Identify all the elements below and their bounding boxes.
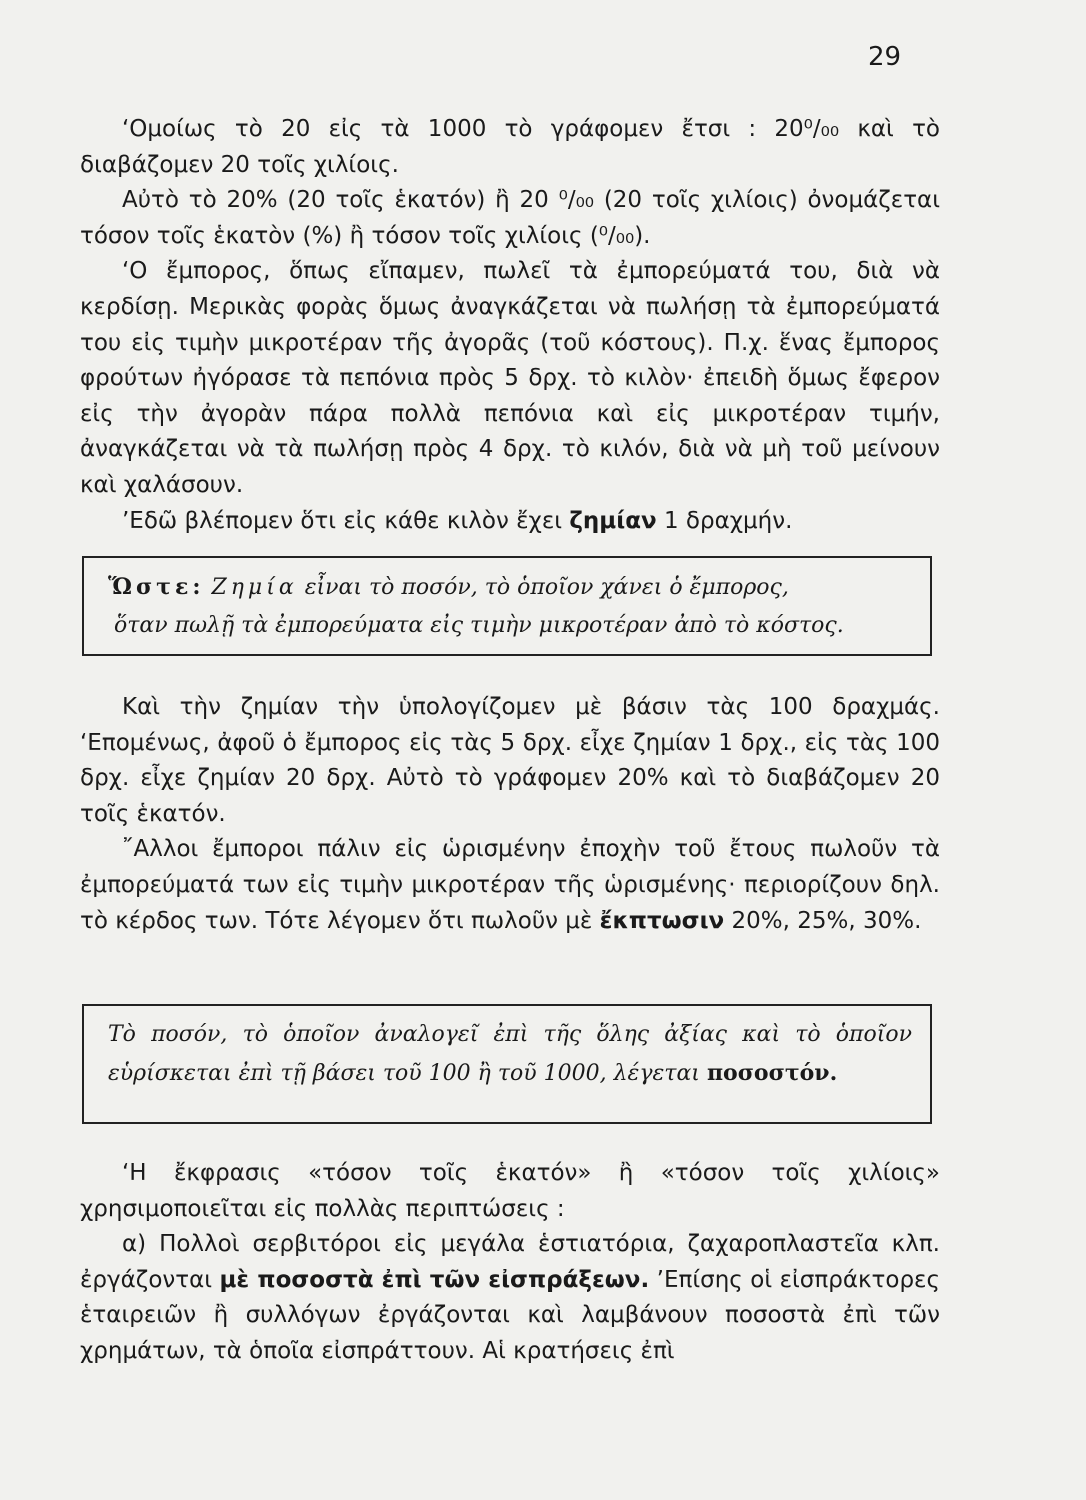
bold-term: μὲ ποσοστὰ ἐπὶ τῶν εἰσπράξεων. [219,1266,650,1293]
bold-term: ἔκπτωσιν [599,907,725,934]
definition-line [108,568,912,607]
paragraph-discount [80,832,940,939]
bold-term: ζημίαν [569,507,657,534]
text-block-bottom [80,1156,940,1370]
text-span: 20%, 25%, 30%. [724,907,922,934]
text-span: εἶναι τὸ ποσόν, τὸ ὁποῖον χάνει ὁ ἔμπορος, [297,575,789,600]
paragraph: ‘Η ἔκφρασις «τόσον τοῖς ἑκατόν» ἢ «τόσον τοῖς χιλίοις» χρησιμοποιεῖται εἰς πολλὰς περιπτώσεις : [80,1160,940,1222]
defined-term: Ζημία [211,575,298,600]
paragraph-zimia [80,504,940,540]
paragraph: Καὶ τὴν ζημίαν τὴν ὑπολογίζομεν μὲ βάσιν τὰς 100 δραχμάς. ‘Επομένως, ἀφοῦ ὁ ἔμπορος εἰς τὰς 5 δρχ. εἶχε ζημίαν 1 δρχ., εἰς τὰς 100 δρχ. εἶχε ζημίαν 20 δρχ. Αὐτὸ τὸ γράφομεν 20% καὶ τὸ διαβάζομεν 20 τοῖς ἑκατόν. [80,694,940,827]
definition-text: Τὸ ποσόν, τὸ ὁποῖον ἀναλογεῖ ἐπὶ τῆς ὅλης ἀξίας καὶ τὸ ὁποῖον εὑρίσκεται ἐπὶ τῇ βάσει τοῦ 100 ἢ τοῦ 1000, λέγεται [108,1022,912,1086]
paragraph: Αὐτὸ τὸ 20% (20 τοῖς ἑκατόν) ἢ 20 ⁰/₀₀ (20 τοῖς χιλίοις) ὀνομάζεται τόσον τοῖς ἑκατὸν (%) ἢ τόσον τοῖς χιλίοις (⁰/₀₀). [80,187,940,249]
definition-line: ὅταν πωλῇ τὰ ἐμπορεύματα εἰς τιμὴν μικροτέραν ἀπὸ τὸ κόστος. [114,613,844,638]
definition-box-posostο [82,1004,932,1124]
defined-term: ποσοστόν. [706,1060,838,1086]
text-block-top [80,112,940,539]
page-number: 29 [868,42,902,72]
paragraph: ‘Ο ἔμπορος, ὅπως εἴπαμεν, πωλεῖ τὰ ἐμπορεύματά του, διὰ νὰ κερδίσῃ. Μερικὰς φορὰς ὅμως ἀναγκάζεται νὰ πωλήσῃ τὰ ἐμπορεύματά του εἰς τιμὴν μικροτέραν τῆς ἀγορᾶς (τοῦ κόστους). Π.χ. ἕνας ἔμπορος φρούτων ἠγόρασε τὰ πεπόνια πρὸς 5 δρχ. τὸ κιλὸν· ἐπειδὴ ὅμως ἔφερον εἰς τὴν ἀγορὰν πάρα πολλὰ πεπόνια καὶ εἰς μικροτέραν τιμήν, ἀναγκάζεται νὰ τὰ πωλήσῃ πρὸς 4 δρχ. τὸ κιλόν, διὰ νὰ μὴ τοῦ μείνουν καὶ χαλάσουν. [80,258,940,498]
text-span: ῎Αλλοι ἔμποροι πάλιν εἰς ὡρισμένην ἐποχὴν τοῦ ἔτους πωλοῦν τὰ ἐμπορεύματά των εἰς τιμὴν μικροτέραν τῆς ὡρισμένης· περιορίζουν δηλ. τὸ κέρδος των. Τότε λέγομεν ὅτι πωλοῦν μὲ [80,836,940,934]
text-span: α) Πολλοὶ σερβιτόροι εἰς μεγάλα ἑστιατόρια, ζαχαροπλαστεῖα κλπ. ἐργάζονται [80,1231,940,1293]
text-span: ’Επίσης οἱ εἰσπράκτορες ἑταιρειῶν ἢ συλλόγων ἐργάζονται καὶ λαμβάνουν ποσοστὰ ἐπὶ τῶν χρημάτων, τὰ ὁποῖα εἰσπράττουν. Αἱ κρατήσεις ἐπὶ [80,1266,940,1364]
lead-word: Ὥστε: [108,574,205,600]
paragraph: ‘Ομοίως τὸ 20 εἰς τὰ 1000 τὸ γράφομεν ἔτσι : 20⁰/₀₀ καὶ τὸ διαβάζομεν 20 τοῖς χιλίοις. [80,116,940,178]
definition-box-zimia [82,556,932,656]
list-item-a [80,1227,940,1369]
text-block-middle [80,690,940,939]
text-span: ’Εδῶ βλέπομεν ὅτι εἰς κάθε κιλὸν ἔχει [122,507,570,534]
text-span: 1 δραχμήν. [656,507,793,534]
